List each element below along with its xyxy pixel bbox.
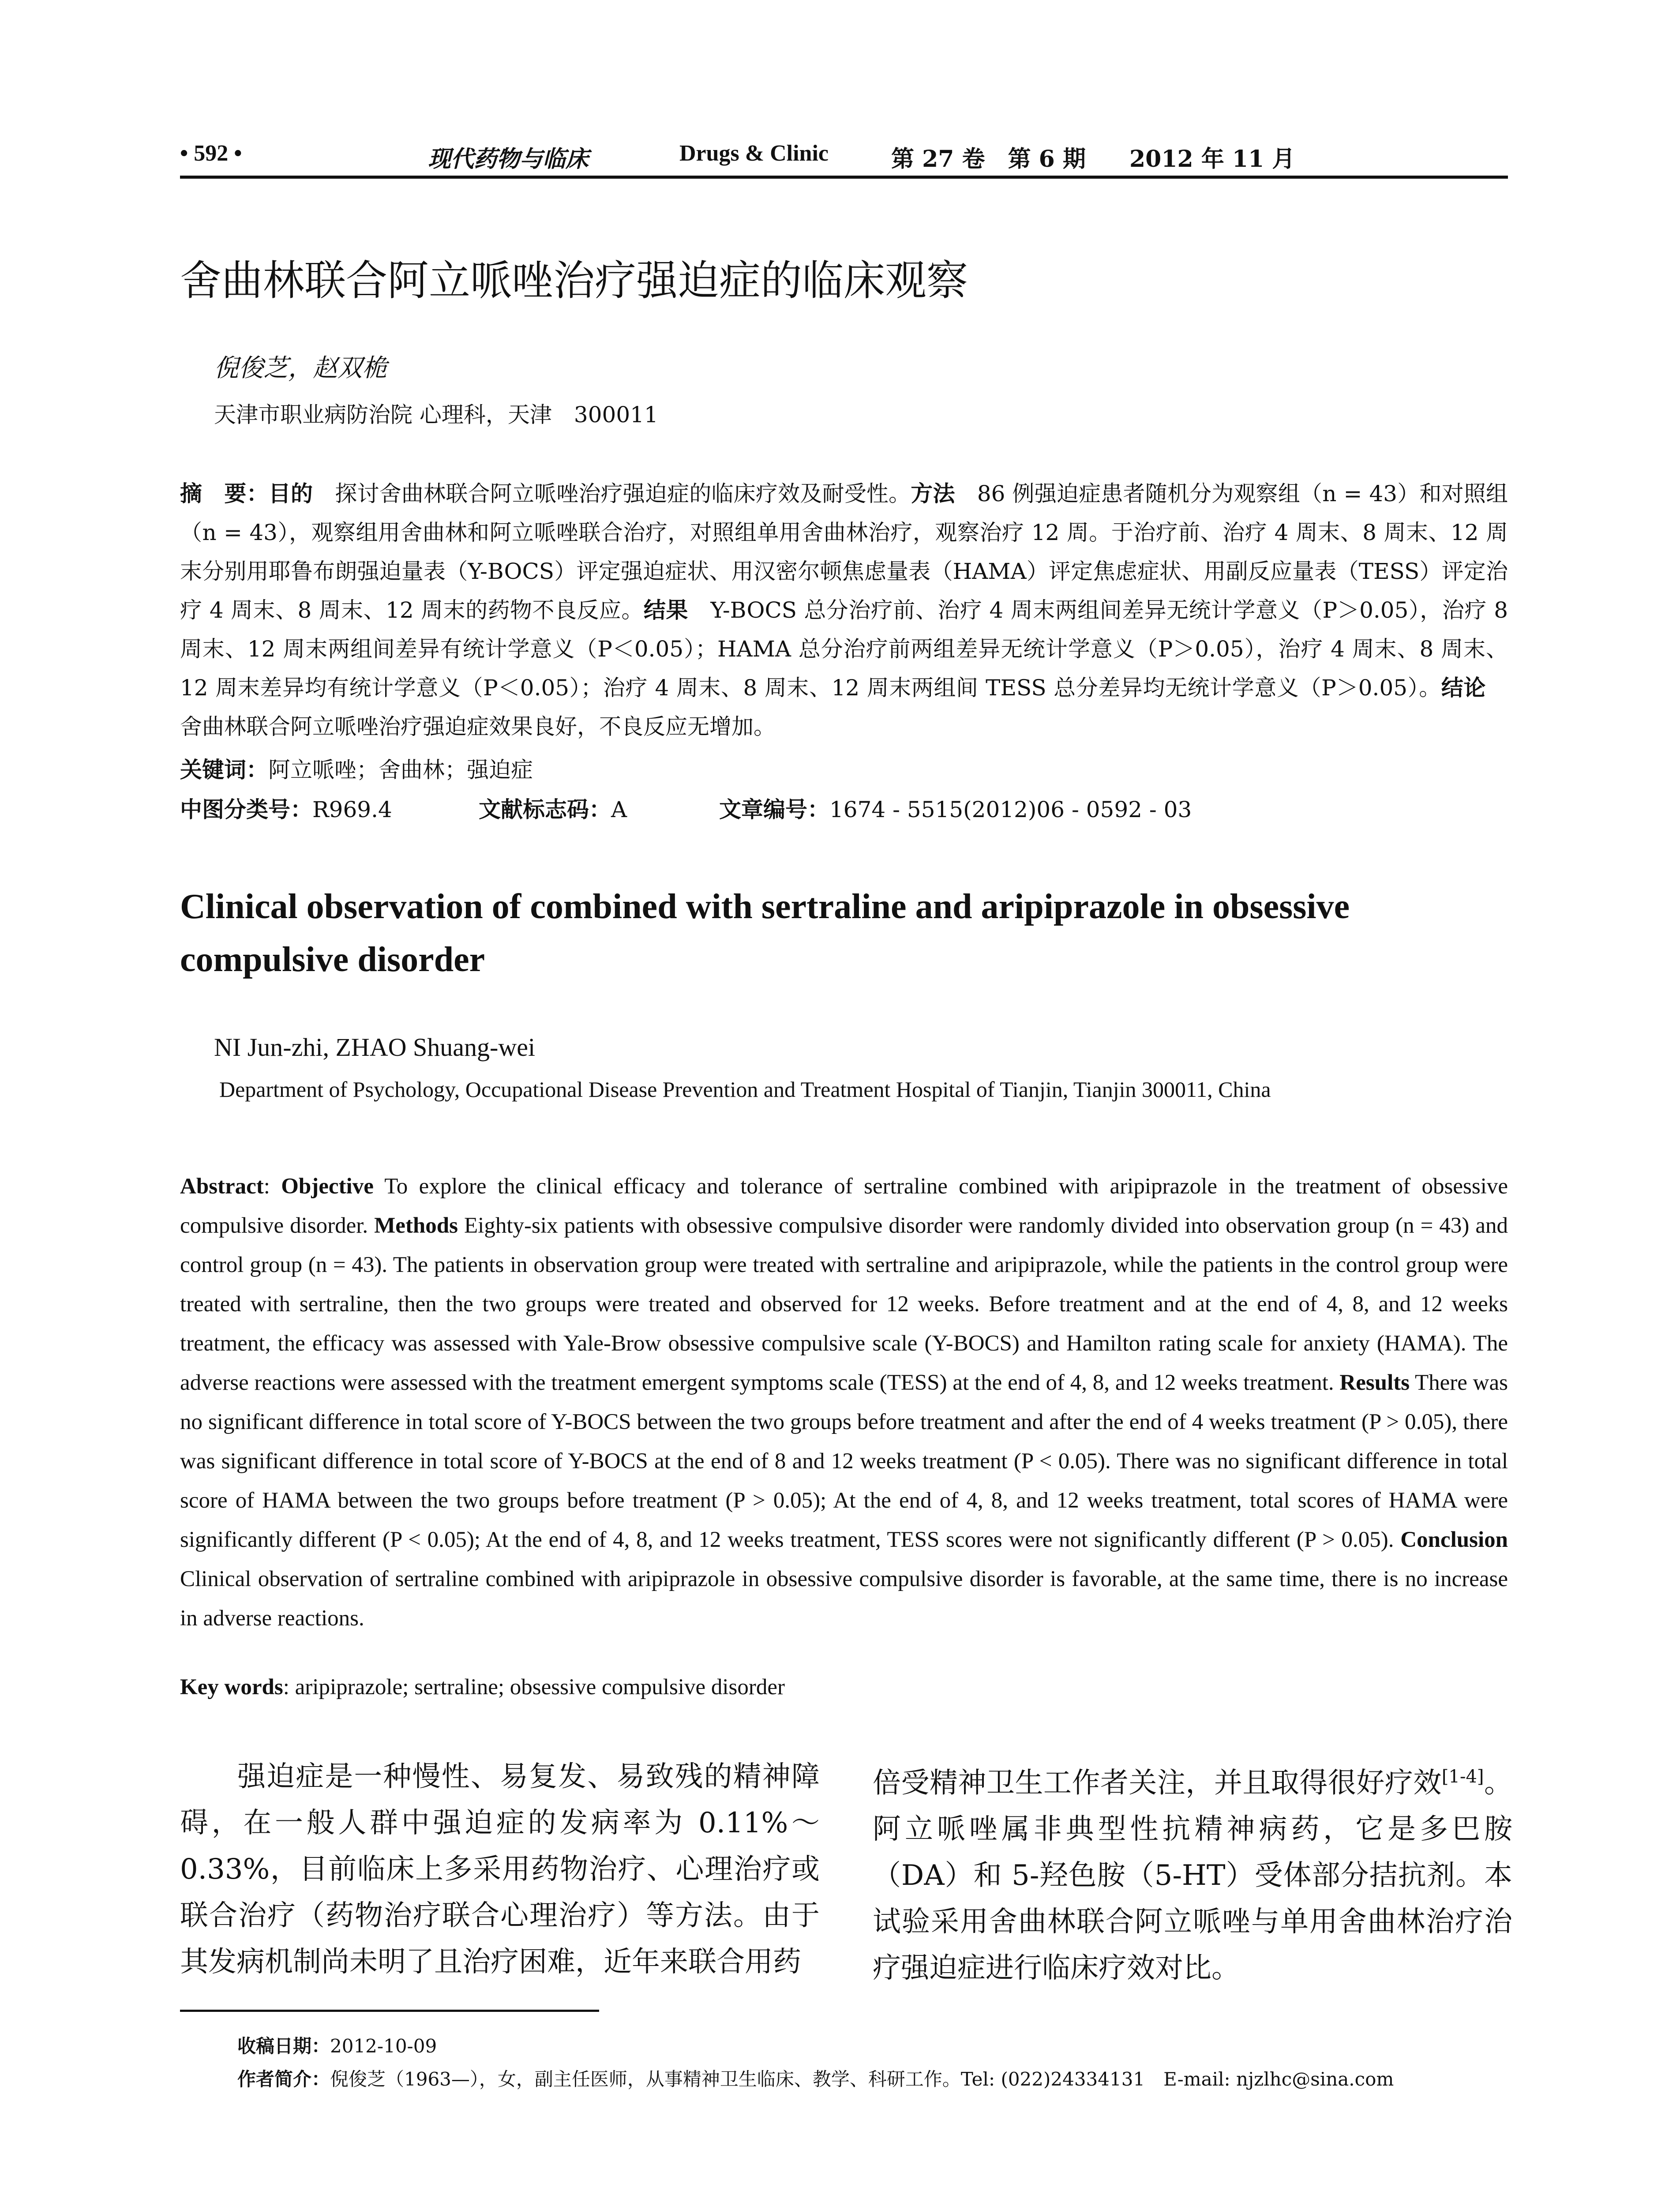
received-value: 2012-10-09 [330,2035,437,2057]
body-right-text-1: 倍受精神卫生工作者关注，并且取得很好疗效 [873,1767,1442,1800]
abstract-cn-label: 摘 要： [180,481,269,506]
objective-en-text: To explore the clinical efficacy and tolerance of sertraline combined with aripiprazole in the treatment of obsessive compulsive disorder. [180,1174,1508,1238]
authors-en: NI Jun-zhi, ZHAO Shuang-wei [214,1033,536,1062]
objective-cn-label: 目的 [268,481,313,506]
article-no-label: 文章编号： [719,797,829,822]
conclusion-en-text: Clinical observation of sertraline combined with aripiprazole in obsessive compulsive disorder is favorable, at the same time, there is no increase in adverse reactions. [180,1567,1508,1631]
affiliation-en: Department of Psychology, Occupational Disease Prevention and Treatment Hospital of Tianjin, Tianjin 300011, China [219,1077,1271,1102]
methods-en-label: Methods [374,1213,458,1238]
page-number: • 592 • [180,141,242,166]
footnote-rule [180,2010,599,2012]
methods-en-text: Eighty-six patients with obsessive compulsive disorder were randomly divided into observation group (n = 43) and control group (n = 43). The patients in observation group were treated with sertraline and aripiprazole, while the patients in the control group were treated with sertraline, then the two groups were treated and observed for 12 weeks. Before treatment and at the end of 4, 8, and 12 weeks treatment, the efficacy was assessed with Yale-Brow obsessive compulsive scale (Y-BOCS) and Hamilton rating scale for anxiety (HAMA). The adverse reactions were assessed with the treatment emergent symptoms scale (TESS) at the end of 4, 8, and 12 weeks treatment. [180,1213,1508,1395]
results-cn-text: Y-BOCS 总分治疗前、治疗 4 周末两组间差异无统计学意义（P＞0.05），治疗 8 周末、12 周末两组间差异有统计学意义（P＜0.05）；HAMA 总分治疗前两组差异无统计学意义（P＞0.05），治疗 4 周末、8 周末、12 周末差异均有统计学意义（P＜0.05）；治疗 4 周末、8 周末、12 周末两组间 TESS 总分差异均无统计学意义（P＞0.05）。 [180,597,1508,701]
journal-name-cn: 现代药物与临床 [428,146,589,173]
author-bio [237,2065,1394,2091]
citation-ref: [1-4] [1441,1767,1484,1787]
bio-text: 倪俊芝（1963—），女，副主任医师，从事精神卫生临床、教学、科研工作。Tel: (022)24334131 E-mail: njzlhc@sina.com [330,2068,1394,2090]
keywords-cn [180,752,533,784]
body-right-column [873,1754,1512,1992]
objective-en-label: Objective [281,1174,374,1199]
clc-label: 中图分类号： [180,797,312,822]
keywords-en [180,1674,785,1700]
classification-line [180,792,392,824]
doc-code-line [479,792,627,824]
keywords-en-text: : aripiprazole; sertraline; obsessive compulsive disorder [283,1675,785,1700]
article-number-line [719,792,1192,824]
keywords-en-label: Key words [180,1675,283,1700]
doc-code-label: 文献标志码： [479,797,611,822]
received-label: 收稿日期： [237,2035,330,2057]
keywords-cn-text: 阿立哌唑；舍曲林；强迫症 [268,757,533,783]
header-rule [180,176,1508,179]
abstract-cn [180,474,1508,746]
objective-cn-text: 探讨舍曲林联合阿立哌唑治疗强迫症的临床疗效及耐受性。 [313,481,911,506]
article-title-en: Clinical observation of combined with sertraline and aripiprazole in obsessive compulsive disorder [180,887,1350,979]
conclusion-cn-text: 舍曲林联合阿立哌唑治疗强迫症效果良好，不良反应无增加。 [180,675,1508,739]
article-no-value: 1674 - 5515(2012)06 - 0592 - 03 [829,797,1192,822]
article-title-cn: 舍曲林联合阿立哌唑治疗强迫症的临床观察 [180,257,968,305]
conclusion-cn-label: 结论 [1441,675,1486,701]
bio-label: 作者简介： [237,2068,330,2090]
issue-info: 第 27 卷 第 6 期 [891,146,1086,173]
authors-cn: 倪俊芝，赵双桅 [214,354,387,383]
body-left-column: 强迫症是一种慢性、易复发、易致残的精神障碍，在一般人群中强迫症的发病率为 0.11%～0.33%，目前临床上多采用药物治疗、心理治疗或联合治疗（药物治疗联合心理治疗）等方法。由于其发病机制尚未明了且治疗困难，近年来联合用药 [180,1760,820,1978]
abstract-en-label: Abstract [180,1174,264,1199]
body-right-text-2: 。阿立哌唑属非典型性抗精神病药，它是多巴胺（DA）和 5-羟色胺（5-HT）受体部分拮抗剂。本试验采用舍曲林联合阿立哌唑与单用舍曲林治疗治疗强迫症进行临床疗效对比。 [873,1767,1513,1985]
issue-date: 2012 年 11 月 [1129,146,1295,173]
received-date [237,2032,437,2058]
keywords-cn-label: 关键词： [180,757,268,783]
methods-cn-label: 方法 [911,481,955,506]
results-en-text: There was no significant difference in total score of Y-BOCS between the two groups before treatment and after the end of 4 weeks treatment (P > 0.05), there was significant difference in total score of Y-BOCS at the end of 8 and 12 weeks treatment (P < 0.05). There was no significant difference in total score of HAMA between the two groups before treatment (P > 0.05); At the end of 4, 8, and 12 weeks treatment, total scores of HAMA were significantly different (P < 0.05); At the end of 4, 8, and 12 weeks treatment, TESS scores were not significantly different (P > 0.05). [180,1370,1508,1552]
doc-code-value: A [611,797,627,822]
affiliation-cn: 天津市职业病防治院 心理科，天津 300011 [214,402,658,428]
methods-cn-text: 86 例强迫症患者随机分为观察组（n = 43）和对照组（n = 43），观察组用舍曲林和阿立哌唑联合治疗，对照组单用舍曲林治疗，观察治疗 12 周。于治疗前、治疗 4 周末、8 周末、12 周末分别用耶鲁布朗强迫量表（Y-BOCS）评定强迫症状、用汉密尔顿焦虑量表（HAMA）评定焦虑症状、用副反应量表（TESS）评定治疗 4 周末、8 周末、12 周末的药物不良反应。 [180,481,1508,623]
results-en-label: Results [1339,1370,1410,1395]
abstract-en: Abstract: Objective To explore the clinical efficacy and tolerance of sertraline combined with aripiprazole in the treatment of obsessive compulsive disorder. Methods Eighty-six patients with obsessive compulsive disorder were randomly divided into observation group (n = 43) and control group (n = 43). The patients in observation group were treated with sertraline and aripiprazole, while the patients in the control group were treated with sertraline, then the two groups were treated and observed for 12 weeks. Before treatment and at the end of 4, 8, and 12 weeks treatment, the efficacy was assessed with Yale-Brow obsessive compulsive scale (Y-BOCS) and Hamilton rating scale for anxiety (HAMA). The adverse reactions were assessed with the treatment emergent symptoms scale (TESS) at the end of 4, 8, and 12 weeks treatment. Results There was no significant difference in total score of Y-BOCS between the two groups before treatment and after the end of 4 weeks treatment (P > 0.05), there was significant difference in total score of Y-BOCS at the end of 8 and 12 weeks treatment (P < 0.05). There was no significant difference in total score of HAMA between the two groups before treatment (P > 0.05); At the end of 4, 8, and 12 weeks treatment, total scores of HAMA were significantly different (P < 0.05); At the end of 4, 8, and 12 weeks treatment, TESS scores were not significantly different (P > 0.05). Conclusion Clinical observation of sertraline combined with aripiprazole in obsessive compulsive disorder is favorable, at the same time, there is no increase in adverse reactions. [180,1174,1508,1631]
clc-value: R969.4 [312,797,392,822]
results-cn-label: 结果 [643,597,688,623]
journal-name-en: Drugs & Clinic [679,141,829,166]
conclusion-en-label: Conclusion [1400,1527,1508,1552]
